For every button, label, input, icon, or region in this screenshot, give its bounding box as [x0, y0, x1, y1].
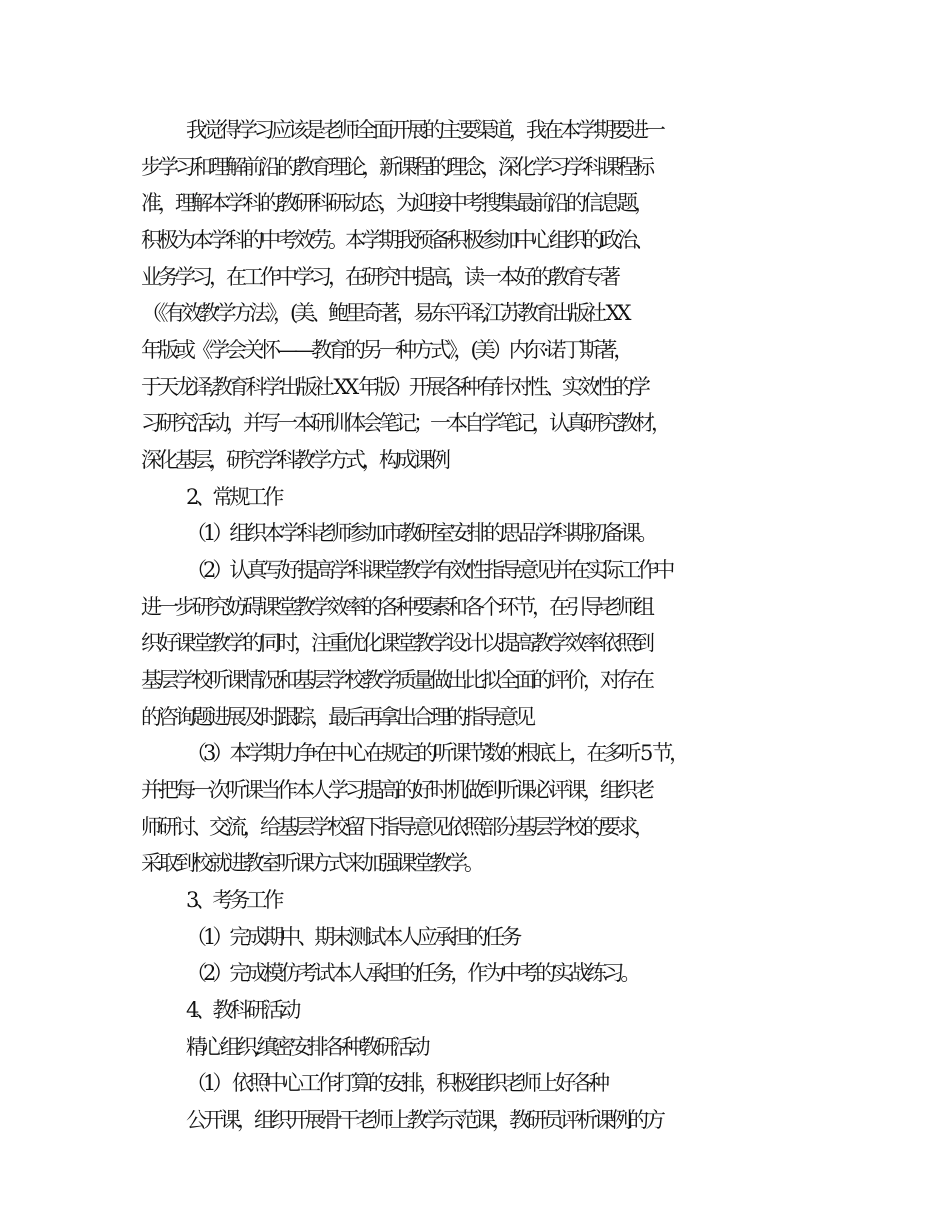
- body-text-line: 采取到校就进教室听课方式来加强课堂教学。: [141, 851, 481, 875]
- body-text-line: 于天龙译,教育科学出版社 XX 年版）开展各种有针对性、实效性的学: [141, 375, 647, 399]
- body-text-line: 业务学习，在工作中学习，在研究中提高，读一本好的教育专著: [141, 265, 617, 289]
- body-text-line: （2）完成模仿考试本人承担的任务，作为中考的实战练习。: [186, 961, 638, 985]
- body-text-line: 年版或《学会关怀——教育的另一种方式》，(美）内尔·诺丁斯著，: [141, 338, 631, 362]
- body-text-line: 师研讨、交流，给基层学校留下指导意见依照部分基层学校的要求，: [141, 815, 651, 839]
- body-text-line: 步学习和理解前沿的教育理论，新课程的理念，深化学习学科课程标: [141, 155, 651, 179]
- body-text-line: （2）认真写好提高学科课堂教学有效性指导意见并在实际工作中: [186, 558, 672, 582]
- body-text-line: 我觉得学习应该是老师全面开展的主要渠道，我在本学期要进一: [186, 118, 662, 142]
- body-text-line: 精心组织,缜密安排各种教研活动: [186, 1035, 427, 1059]
- body-text-line: 准，理解本学科的教研科研动态，为迎接中考搜集最前沿的信息题，: [141, 191, 651, 215]
- body-text-line: （《有效教学方法》，(美、鲍里奇著，易东平译,江苏教育出版社 XX: [141, 301, 628, 325]
- body-text-line: 的咨询题进展及时跟踪，最后再拿出合理的指导意见: [141, 705, 532, 729]
- body-text-line: （1）组织本学科老师参加市教研室安排的思品学科期初备课。: [186, 521, 655, 545]
- body-text-line: （3）本学期力争在中心在规定的听课节数的根底上，在多听 5 节，: [186, 741, 687, 765]
- body-text-line: （1） 依照中心工作打算的安排，积极组织老师上好各种: [186, 1071, 607, 1095]
- body-text-line: 习研究活动，并写一本研训体会笔记；一本自学笔记，认真研究教材，: [141, 411, 668, 435]
- section-heading: 2、常规工作: [186, 485, 281, 509]
- body-text-line: 基层学校听课情况和基层学校教学质量做出比拟全面的评价，对存在: [141, 668, 651, 692]
- section-heading: 3、考务工作: [186, 888, 281, 912]
- body-text-line: 进一步研究妨碍课堂教学效率的各种要素和各个环节，在引导老师组: [141, 595, 651, 619]
- body-text-line: 积极为本学科的中考效劳。本学期我预备积极参加中心组织的政治、: [141, 228, 651, 252]
- section-heading: 4、教科研活动: [186, 998, 298, 1022]
- body-text-line: 并把每一次听课当作本人学习提高的好时机做到听课必评课，组织老: [141, 778, 651, 802]
- body-text-line: 织好课堂教学的同时，注重优化课堂教学设计以提高教学效率依照到: [141, 631, 651, 655]
- body-text-line: 公开课，组织开展骨干老师上教学示范课，教研员评析课例的方: [186, 1108, 662, 1132]
- body-text-line: 深化基层，研究学科教学方式，构成课例: [141, 448, 447, 472]
- body-text-line: （1）完成期中、期末测试本人应承担的任务: [186, 925, 519, 949]
